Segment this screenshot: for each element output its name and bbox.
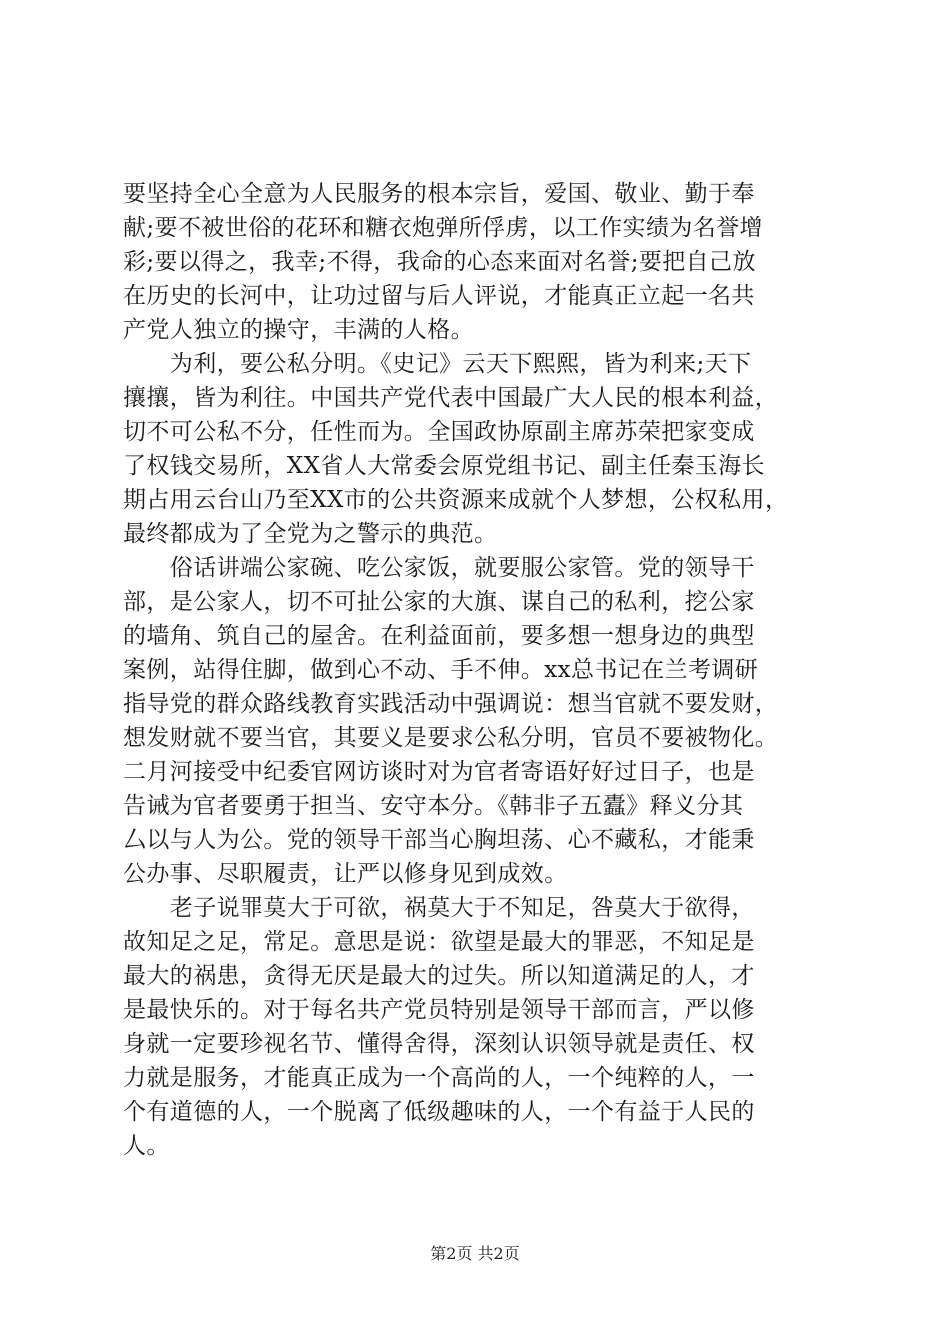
text-line: 部，是公家人，切不可扯公家的大旗、谋自己的私利，挖公家: [123, 589, 755, 615]
text-line: 指导党的群众路线教育实践活动中强调说：想当官就不要发财，: [123, 691, 779, 717]
page-footer: [0, 1243, 950, 1265]
page-number-label: 第2页 共2页: [430, 1244, 520, 1263]
text-line: 个有道德的人，一个脱离了低级趣味的人，一个有益于人民的: [123, 1099, 755, 1125]
body-text: [123, 177, 841, 1163]
text-line: 献;要不被世俗的花环和糖衣炮弹所俘虏，以工作实绩为名誉增: [123, 215, 763, 241]
text-line: 想发财就不要当官，其要义是要求公私分明，官员不要被物化。: [123, 725, 779, 751]
text-line: 了权钱交易所，XX省人大常委会原党组书记、副主任秦玉海长: [123, 453, 765, 479]
text-line: 告诫为官者要勇于担当、安守本分。《韩非子五蠹》释义分其: [123, 793, 744, 819]
text-line: 俗话讲端公家碗、吃公家饭，就要服公家管。党的领导干: [123, 555, 755, 581]
text-line: 故知足之足，常足。意思是说：欲望是最大的罪恶，不知足是: [123, 929, 755, 955]
text-line: 产党人独立的操守，丰满的人格。: [123, 317, 474, 343]
text-line: 公办事、尽职履责，让严以修身见到成效。: [123, 861, 568, 887]
text-line: 最终都成为了全党为之警示的典范。: [123, 521, 498, 547]
text-line: 人。: [123, 1133, 170, 1159]
text-line: 期占用云台山乃至XX市的公共资源来成就个人梦想，公权私用，: [123, 487, 789, 513]
text-line: 彩;要以得之，我幸;不得，我命的心态来面对名誉;要把自己放: [123, 249, 756, 275]
text-line: 二月河接受中纪委官网访谈时对为官者寄语好好过日子，也是: [123, 759, 755, 785]
text-line: 攘攘，皆为利往。中国共产党代表中国最广大人民的根本利益，: [123, 385, 779, 411]
text-line: 要坚持全心全意为人民服务的根本宗旨，爱国、敬业、勤于奉: [123, 181, 755, 207]
text-line: 的墙角、筑自己的屋舍。在利益面前，要多想一想身边的典型: [123, 623, 755, 649]
text-line: 厶以与人为公。党的领导干部当心胸坦荡、心不藏私，才能秉: [123, 827, 755, 853]
text-line: 为利，要公私分明。《史记》云天下熙熙，皆为利来;天下: [123, 351, 752, 377]
text-line: 是最快乐的。对于每名共产党员特别是领导干部而言，严以修: [123, 997, 755, 1023]
text-line: 切不可公私不分，任性而为。全国政协原副主席苏荣把家变成: [123, 419, 755, 445]
text-line: 最大的祸患，贪得无厌是最大的过失。所以知道满足的人，才: [123, 963, 755, 989]
text-line: 身就一定要珍视名节、懂得舍得，深刻认识领导就是责任、权: [123, 1031, 755, 1057]
text-line: 在历史的长河中，让功过留与后人评说，才能真正立起一名共: [123, 283, 755, 309]
text-line: 力就是服务，才能真正成为一个高尚的人，一个纯粹的人，一: [123, 1065, 755, 1091]
text-line: 案例，站得住脚，做到心不动、手不伸。xx总书记在兰考调研: [123, 657, 759, 683]
text-line: 老子说罪莫大于可欲，祸莫大于不知足，咎莫大于欲得，: [123, 895, 755, 921]
